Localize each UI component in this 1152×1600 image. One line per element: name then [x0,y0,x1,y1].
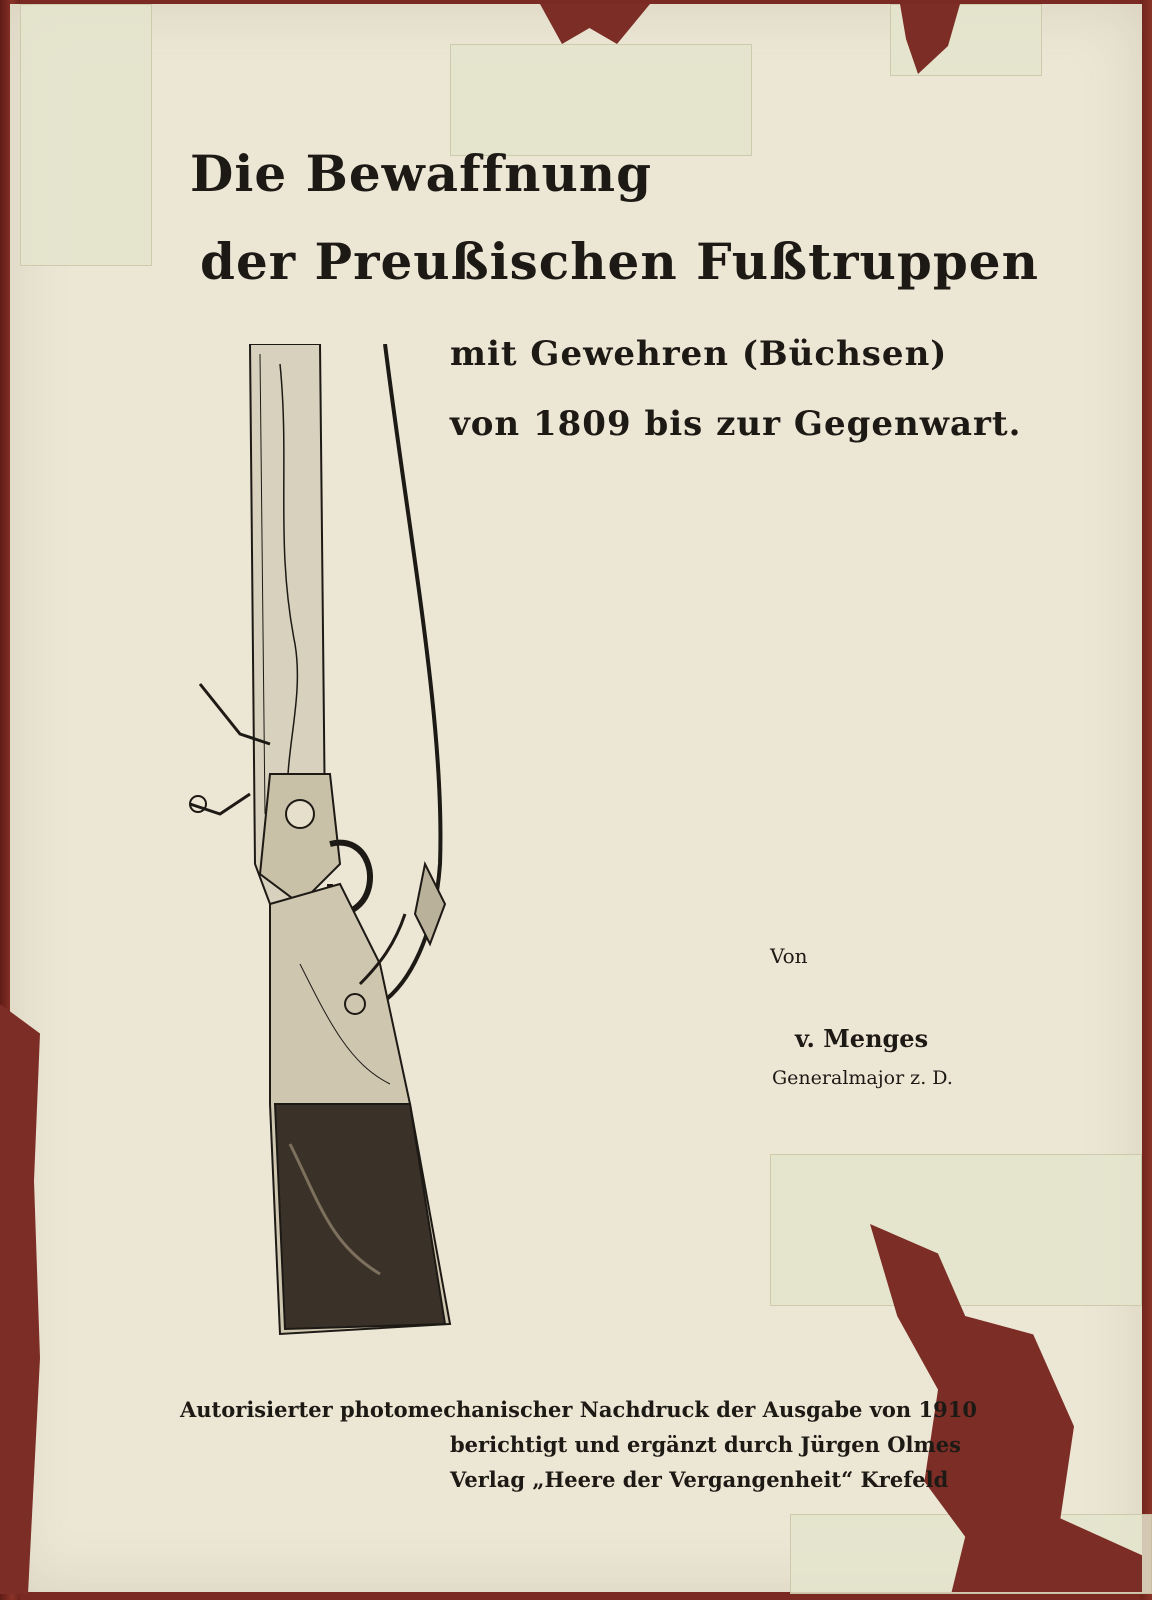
dust-jacket [10,4,1142,1592]
footer-line-1: Autorisierter photomechanischer Nachdruck der Ausgabe von 1910 [180,1397,977,1422]
tear-left-edge [0,1004,40,1594]
tear-top-center [540,4,650,44]
footer-line-2: berichtigt und ergänzt durch Jürgen Olmes [450,1432,961,1457]
tape-strip-top-left [20,4,152,266]
author-name: v. Menges [795,1024,929,1053]
title-line-3: mit Gewehren (Büchsen) [450,334,948,374]
tape-strip-bottom-right [770,1154,1142,1306]
author-rank: Generalmajor z. D. [772,1067,953,1089]
footer-line-3: Verlag „Heere der Vergangenheit“ Krefeld [450,1467,949,1492]
title-line-2: der Preußischen Fußtruppen [200,232,1039,291]
title-line-1: Die Bewaffnung [190,144,653,203]
by-label: Von [770,944,808,968]
flintlock-musket-illustration [180,344,480,1364]
tape-strip-top-middle [450,44,752,156]
title-line-4: von 1809 bis zur Gegenwart. [450,404,1022,444]
